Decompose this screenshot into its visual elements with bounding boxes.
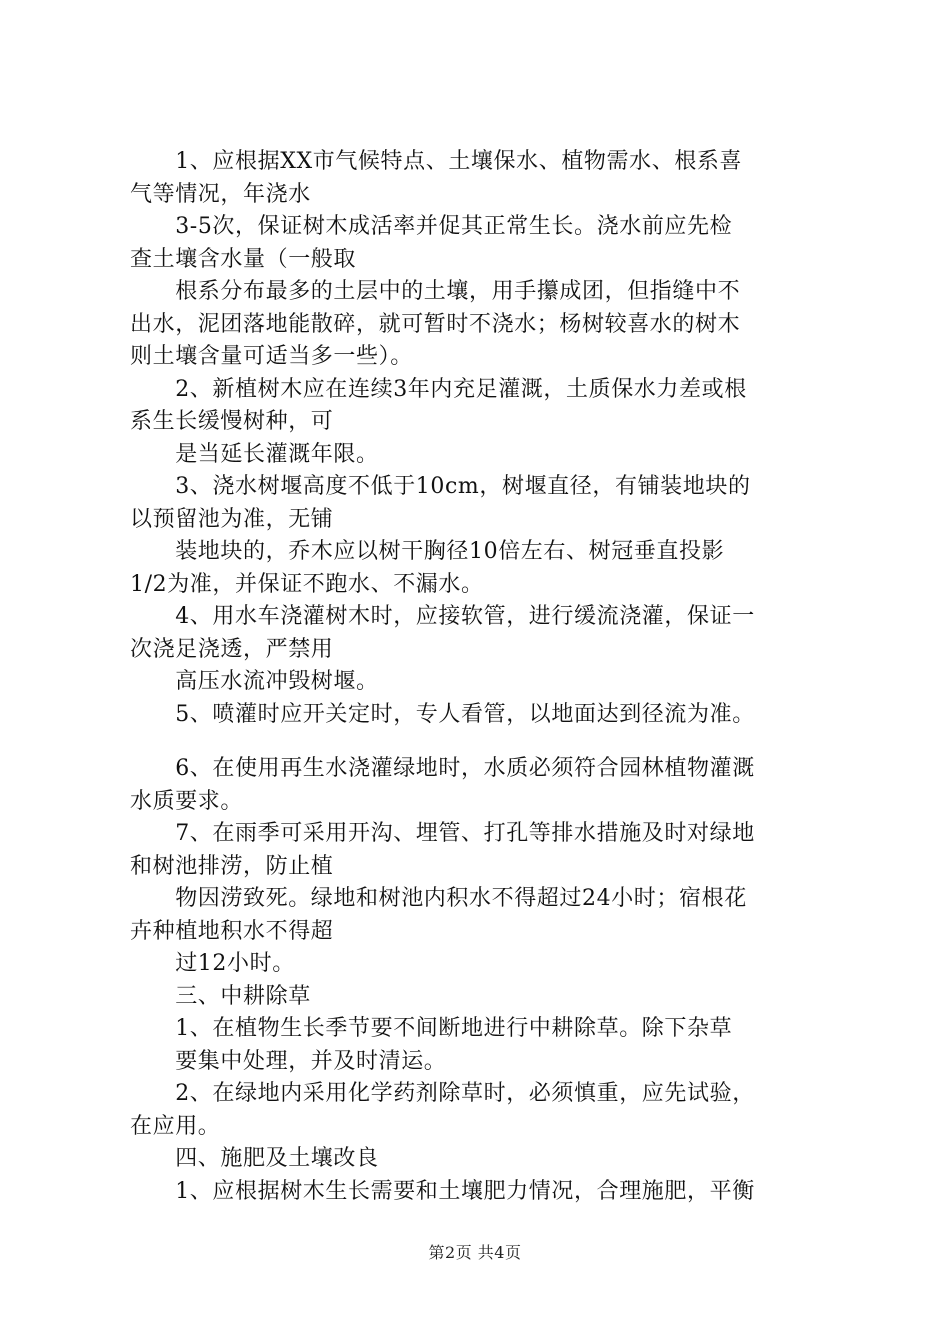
text-line: 7、在雨季可采用开沟、埋管、打孔等排水措施及时对绿地 bbox=[130, 821, 755, 846]
text-line: 4、用水车浇灌树木时，应接软管，进行缓流浇灌，保证一 bbox=[130, 604, 755, 629]
text-line: 1、在植物生长季节要不间断地进行中耕除草。除下杂草 bbox=[130, 1016, 733, 1041]
text-line: 物因涝致死。绿地和树池内积水不得超过24小时；宿根花 bbox=[130, 886, 747, 911]
text-line: 3-5次，保证树木成活率并促其正常生长。浇水前应先检 bbox=[130, 214, 733, 239]
text-line: 系生长缓慢树种，可 bbox=[130, 409, 334, 434]
text-line: 查土壤含水量（一般取 bbox=[130, 246, 357, 272]
text-line: 装地块的，乔木应以树干胸径10倍左右、树冠垂直投影 bbox=[130, 539, 725, 564]
text-line: 要集中处理，并及时清运。 bbox=[130, 1048, 447, 1074]
text-line: 四、施肥及土壤改良 bbox=[130, 1146, 379, 1171]
text-line: 6、在使用再生水浇灌绿地时，水质必须符合园林植物灌溉 bbox=[130, 756, 755, 781]
text-line: 气等情况，年浇水 bbox=[130, 181, 311, 207]
text-line: 以预留池为准，无铺 bbox=[130, 506, 334, 532]
text-line: 1、应根据树木生长需要和土壤肥力情况，合理施肥，平衡 bbox=[130, 1178, 755, 1204]
paragraph-gap bbox=[130, 731, 830, 753]
text-line: 和树池排涝，防止植 bbox=[130, 853, 334, 879]
text-line: 3、浇水树堰高度不低于10cm，树堰直径，有铺装地块的 bbox=[130, 474, 751, 499]
text-line: 1/2为准，并保证不跑水、不漏水。 bbox=[130, 571, 484, 597]
text-line: 在应用。 bbox=[130, 1113, 221, 1139]
text-line: 2、在绿地内采用化学药剂除草时，必须慎重，应先试验， bbox=[130, 1081, 755, 1106]
text-line: 是当延长灌溉年限。 bbox=[130, 441, 379, 467]
text-line: 2、新植树木应在连续3年内充足灌溉，土质保水力差或根 bbox=[130, 376, 747, 402]
text-line: 根系分布最多的土层中的土壤，用手攥成团，但指缝中不 bbox=[130, 279, 741, 304]
text-line: 水质要求。 bbox=[130, 788, 244, 814]
text-line: 则土壤含量可适当多一些）。 bbox=[130, 344, 413, 369]
text-line: 出水，泥团落地能散碎，就可暂时不浇水；杨树较喜水的树木 bbox=[130, 311, 741, 337]
text-line: 1、应根据XX市气候特点、土壤保水、植物需水、根系喜 bbox=[130, 149, 743, 174]
text-line: 三、中耕除草 bbox=[130, 983, 311, 1009]
document-body bbox=[130, 146, 830, 1208]
text-line: 过12小时。 bbox=[130, 951, 295, 976]
text-line: 次浇足浇透，严禁用 bbox=[130, 636, 334, 662]
text-line: 5、喷灌时应开关定时，专人看管，以地面达到径流为准。 bbox=[130, 701, 755, 727]
text-line: 卉种植地积水不得超 bbox=[130, 918, 334, 944]
page-footer: 第2页 共4页 bbox=[428, 1243, 522, 1262]
text-line: 高压水流冲毁树堰。 bbox=[130, 669, 379, 694]
